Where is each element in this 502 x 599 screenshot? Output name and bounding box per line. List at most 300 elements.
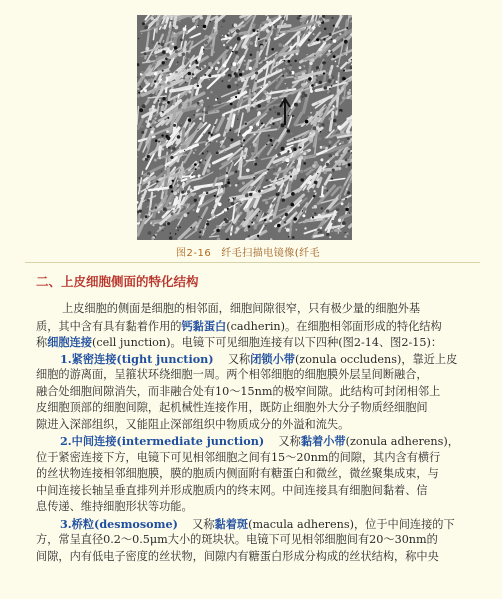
microvillus-dot xyxy=(322,213,325,216)
microvillus-dot xyxy=(335,54,337,56)
microvillus-dot xyxy=(195,149,197,151)
microvillus-dot xyxy=(237,89,239,91)
item1-line: 隙进入深部组织，又能阻止深部组织中物质成分的外溢和流失。 xyxy=(36,417,350,431)
microvillus-dot xyxy=(318,232,320,234)
microvillus-dot xyxy=(340,130,344,134)
microvillus-dot xyxy=(179,21,180,22)
microvillus-dot xyxy=(237,92,239,94)
microvillus-dot xyxy=(169,185,172,188)
microvillus-dot xyxy=(348,150,351,153)
microvillus-dot xyxy=(301,95,304,98)
microvillus-dot xyxy=(321,100,323,102)
microvillus-dot xyxy=(268,19,271,22)
microvillus-dot xyxy=(243,219,245,221)
microvillus-dot xyxy=(293,117,295,119)
microvillus-dot xyxy=(218,202,222,206)
microvillus-dot xyxy=(314,55,316,57)
microvillus-dot xyxy=(236,84,238,86)
microvillus-dot xyxy=(137,88,139,90)
microvillus-dot xyxy=(284,221,287,224)
microvillus-dot xyxy=(227,85,231,89)
microvillus-dot xyxy=(276,193,280,197)
microvillus-dot xyxy=(338,219,342,223)
microvillus-dot xyxy=(333,39,337,43)
microvillus-dot xyxy=(319,48,322,51)
microvillus-dot xyxy=(251,222,253,224)
microvillus-dot xyxy=(170,20,172,22)
microvillus-dot xyxy=(192,73,194,75)
microvillus-dot xyxy=(272,152,276,156)
microvillus-dot xyxy=(334,123,337,126)
microvillus-dot xyxy=(345,159,348,162)
microvillus-dot xyxy=(177,34,180,37)
microvillus-dot xyxy=(333,55,336,58)
microvillus-dot xyxy=(141,71,144,74)
microvillus-dot xyxy=(159,103,162,106)
microvillus-dot xyxy=(335,81,337,83)
microvillus-dot xyxy=(323,169,324,170)
microvillus-dot xyxy=(319,81,322,84)
microvillus-dot xyxy=(147,67,151,71)
microvillus-dot xyxy=(184,69,187,72)
item3-line: 间隙，内有低电子密度的丝状物，间隙内有糖蛋白形成分构成的丝状结构，称中央 xyxy=(36,549,439,563)
microvillus-dot xyxy=(329,141,332,144)
microvillus-dot xyxy=(225,220,229,224)
microvillus-dot xyxy=(174,196,176,198)
microvillus-dot xyxy=(287,129,291,133)
term-zonula-occludens: 闭锁小带 xyxy=(250,351,295,366)
microvillus-dot xyxy=(207,106,209,108)
microvillus-dot xyxy=(158,100,160,102)
microvillus-dot xyxy=(302,210,303,211)
microvillus-dot xyxy=(255,158,259,162)
microvillus-dot xyxy=(246,230,248,232)
text-run: 称 xyxy=(36,336,48,349)
microvillus-dot xyxy=(232,223,234,225)
microvillus-dot xyxy=(159,227,162,230)
item3-heading: 3.桥粒(desmosome) xyxy=(60,516,178,531)
microvillus-dot xyxy=(162,50,166,54)
microvillus-dot xyxy=(269,139,272,142)
microvillus-dot xyxy=(166,33,169,36)
microvillus-dot xyxy=(284,175,288,179)
microvillus-dot xyxy=(196,225,199,228)
term-macula-adherens: 黏着斑 xyxy=(214,516,249,531)
microvillus-dot xyxy=(273,168,275,170)
microvillus-dot xyxy=(231,21,234,24)
microvillus-dot xyxy=(151,182,152,183)
microvillus-dot xyxy=(180,131,182,133)
cilium-stroke xyxy=(239,177,253,179)
microvillus-dot xyxy=(343,70,345,72)
microvillus-dot xyxy=(333,25,335,27)
microvillus-dot xyxy=(275,111,277,113)
microvillus-dot xyxy=(240,203,241,204)
microvillus-dot xyxy=(276,62,280,66)
item2-line: 息传递、维持细胞形状等功能。 xyxy=(36,500,193,513)
microvillus-dot xyxy=(347,137,350,140)
microvillus-dot xyxy=(171,212,174,215)
microvillus-dot xyxy=(156,180,158,182)
microvillus-dot xyxy=(329,33,332,36)
microvillus-dot xyxy=(323,38,325,40)
microvillus-dot xyxy=(217,179,220,182)
cilium-stroke xyxy=(175,39,176,47)
cilia-sem-image xyxy=(137,15,352,240)
microvillus-dot xyxy=(215,95,217,97)
item1-heading: 1.紧密连接(tight junction) xyxy=(60,351,214,366)
microvillus-dot xyxy=(219,37,221,39)
microvillus-dot xyxy=(262,96,266,100)
microvillus-dot xyxy=(222,145,226,149)
microvillus-dot xyxy=(287,60,290,63)
microvillus-dot xyxy=(211,112,213,114)
microvillus-dot xyxy=(156,32,158,34)
figure-caption xyxy=(176,244,320,259)
microvillus-dot xyxy=(313,87,314,88)
microvillus-dot xyxy=(151,131,154,134)
microvillus-dot xyxy=(161,43,165,47)
microvillus-dot xyxy=(225,174,228,177)
microvillus-dot xyxy=(283,45,286,48)
microvillus-dot xyxy=(197,85,199,87)
microvillus-dot xyxy=(182,60,184,62)
microvillus-dot xyxy=(199,117,202,120)
microvillus-dot xyxy=(188,58,189,59)
microvillus-dot xyxy=(148,231,152,235)
microvillus-dot xyxy=(349,213,350,214)
microvillus-dot xyxy=(281,147,285,151)
microvillus-dot xyxy=(190,227,192,229)
microvillus-dot xyxy=(266,61,269,64)
microvillus-dot xyxy=(179,124,182,127)
microvillus-dot xyxy=(224,54,227,57)
microvillus-dot xyxy=(158,182,162,186)
microvillus-dot xyxy=(306,54,307,55)
microvillus-dot xyxy=(156,80,159,83)
microvillus-dot xyxy=(278,43,282,47)
microvillus-dot xyxy=(208,67,210,69)
microvillus-dot xyxy=(327,190,329,192)
microvillus-dot xyxy=(277,153,281,157)
microvillus-dot xyxy=(318,101,320,103)
microvillus-dot xyxy=(329,145,330,146)
microvillus-dot xyxy=(247,225,248,226)
microvillus-dot xyxy=(156,120,158,122)
microvillus-dot xyxy=(177,226,178,227)
microvillus-dot xyxy=(340,230,342,232)
microvillus-dot xyxy=(286,87,288,89)
microvillus-dot xyxy=(282,75,284,77)
microvillus-dot xyxy=(271,48,274,51)
microvillus-dot xyxy=(275,26,277,28)
microvillus-dot xyxy=(163,171,167,175)
microvillus-dot xyxy=(317,80,318,81)
item2-line: 的丝状物连接相邻细胞膜，膜的胞质内侧面附有糖蛋白和微丝，微丝聚集成束，与 xyxy=(36,467,439,480)
microvillus-dot xyxy=(188,118,192,122)
microvillus-dot xyxy=(272,202,275,205)
microvillus-dot xyxy=(347,60,349,62)
microvillus-dot xyxy=(178,181,182,185)
microvillus-dot xyxy=(180,144,182,146)
microvillus-dot xyxy=(313,173,315,175)
microvillus-dot xyxy=(273,213,276,216)
microvillus-dot xyxy=(231,160,233,162)
microvillus-dot xyxy=(264,213,267,216)
microvillus-dot xyxy=(281,17,284,20)
para1-line: 上皮细胞的侧面是细胞的相邻面，细胞间隙很窄，只有极少量的细胞外基 xyxy=(62,302,421,315)
microvillus-dot xyxy=(149,120,152,123)
microvillus-dot xyxy=(208,74,211,77)
microvillus-dot xyxy=(200,218,201,219)
microvillus-dot xyxy=(266,95,268,97)
text-run: (cadherin)。在细胞相邻面形成的特化结构 xyxy=(226,319,442,333)
text-run: (cell junction)。电镜下可见细胞连接有以下四种(图2-14、图2-15)： xyxy=(91,336,443,349)
microvillus-dot xyxy=(287,150,289,152)
microvillus-dot xyxy=(221,80,223,82)
microvillus-dot xyxy=(166,113,169,116)
microvillus-dot xyxy=(164,214,167,217)
microvillus-dot xyxy=(191,44,193,46)
microvillus-dot xyxy=(187,177,190,180)
microvillus-dot xyxy=(194,199,197,202)
microvillus-dot xyxy=(161,134,163,136)
microvillus-dot xyxy=(187,212,189,214)
microvillus-dot xyxy=(269,179,271,181)
microvillus-dot xyxy=(153,140,155,142)
microvillus-dot xyxy=(335,144,337,146)
microvillus-dot xyxy=(343,77,346,80)
microvillus-dot xyxy=(166,53,170,57)
microvillus-dot xyxy=(222,113,225,116)
microvillus-dot xyxy=(155,207,157,209)
microvillus-dot xyxy=(310,90,313,93)
microvillus-dot xyxy=(325,218,328,221)
microvillus-dot xyxy=(333,119,336,122)
microvillus-dot xyxy=(332,227,334,229)
microvillus-dot xyxy=(169,68,172,71)
microvillus-dot xyxy=(324,28,327,31)
microvillus-dot xyxy=(346,27,348,29)
microvillus-dot xyxy=(207,109,208,110)
microvillus-dot xyxy=(178,178,181,181)
microvillus-dot xyxy=(273,106,276,109)
microvillus-dot xyxy=(206,139,209,142)
microvillus-dot xyxy=(266,219,269,222)
cilium-stroke xyxy=(289,182,290,191)
microvillus-dot xyxy=(268,135,270,137)
microvillus-dot xyxy=(255,71,258,74)
microvillus-dot xyxy=(329,236,331,238)
microvillus-dot xyxy=(253,105,256,108)
microvillus-dot xyxy=(137,211,139,213)
microvillus-dot xyxy=(185,170,188,173)
microvillus-dot xyxy=(331,215,333,217)
microvillus-dot xyxy=(226,172,228,174)
microvillus-dot xyxy=(203,25,207,29)
microvillus-dot xyxy=(204,114,205,115)
microvillus-dot xyxy=(330,93,331,94)
microvillus-dot xyxy=(222,190,223,191)
microvillus-dot xyxy=(258,38,260,40)
microvillus-dot xyxy=(214,195,216,197)
microvillus-dot xyxy=(181,76,183,78)
microvillus-dot xyxy=(334,107,338,111)
microvillus-dot xyxy=(281,123,285,127)
microvillus-dot xyxy=(320,117,321,118)
microvillus-dot xyxy=(291,133,293,135)
microvillus-dot xyxy=(233,23,237,27)
microvillus-dot xyxy=(234,105,237,108)
microvillus-dot xyxy=(194,163,197,166)
microvillus-dot xyxy=(269,122,271,124)
microvillus-dot xyxy=(165,135,168,138)
micrograph-graphic xyxy=(137,15,352,240)
microvillus-dot xyxy=(235,74,238,77)
microvillus-dot xyxy=(216,229,220,233)
microvillus-dot xyxy=(317,133,319,135)
microvillus-dot xyxy=(143,84,145,86)
microvillus-dot xyxy=(203,200,204,201)
microvillus-dot xyxy=(228,137,229,138)
microvillus-dot xyxy=(209,79,210,80)
microvillus-dot xyxy=(158,49,159,50)
microvillus-dot xyxy=(322,80,324,82)
microvillus-dot xyxy=(172,43,175,46)
microvillus-dot xyxy=(321,123,324,126)
microvillus-dot xyxy=(348,82,351,85)
microvillus-dot xyxy=(265,93,267,95)
microvillus-dot xyxy=(191,78,193,80)
microvillus-dot xyxy=(318,137,322,141)
microvillus-dot xyxy=(159,157,162,160)
microvillus-dot xyxy=(329,76,332,79)
microvillus-dot xyxy=(268,74,270,76)
microvillus-dot xyxy=(146,47,150,51)
microvillus-dot xyxy=(338,75,339,76)
microvillus-dot xyxy=(155,55,157,57)
microvillus-dot xyxy=(325,106,327,108)
term-cell-junction: 细胞连接 xyxy=(47,335,92,349)
microvillus-dot xyxy=(175,233,176,234)
microvillus-dot xyxy=(209,128,211,130)
text-run: (macula adherens)，位于中间连接的下 xyxy=(248,517,455,531)
microvillus-dot xyxy=(280,56,283,59)
microvillus-dot xyxy=(198,25,199,26)
microvillus-dot xyxy=(253,143,257,147)
microvillus-dot xyxy=(262,189,263,190)
microvillus-dot xyxy=(239,73,242,76)
microvillus-dot xyxy=(144,89,147,92)
item3-line: 方，常呈直径0.2～0.5μm大小的斑块状。电镜下可见相邻细胞间有20～30nm的 xyxy=(36,533,438,546)
microvillus-dot xyxy=(171,190,173,192)
microvillus-dot xyxy=(184,213,188,217)
microvillus-dot xyxy=(151,17,154,20)
microvillus-dot xyxy=(145,215,148,218)
microvillus-dot xyxy=(214,124,216,126)
microvillus-dot xyxy=(200,16,203,19)
microvillus-dot xyxy=(235,51,238,54)
microvillus-dot xyxy=(270,107,272,109)
microvillus-dot xyxy=(314,181,318,185)
microvillus-dot xyxy=(192,83,194,85)
microvillus-dot xyxy=(336,165,338,167)
microvillus-dot xyxy=(245,194,249,198)
microvillus-dot xyxy=(308,190,310,192)
microvillus-dot xyxy=(312,126,316,130)
microvillus-dot xyxy=(137,77,138,78)
microvillus-dot xyxy=(222,226,225,229)
microvillus-dot xyxy=(163,223,166,226)
microvillus-dot xyxy=(169,236,173,240)
microvillus-dot xyxy=(331,220,334,223)
microvillus-dot xyxy=(224,184,228,188)
term-zonula-adherens: 黏着小带 xyxy=(300,434,346,448)
microvillus-dot xyxy=(177,135,181,139)
microvillus-dot xyxy=(287,127,288,128)
microvillus-dot xyxy=(167,105,170,108)
microvillus-dot xyxy=(338,26,340,28)
microvillus-dot xyxy=(258,127,260,129)
microvillus-dot xyxy=(250,146,251,147)
microvillus-dot xyxy=(329,88,331,90)
microvillus-dot xyxy=(291,226,293,228)
microvillus-dot xyxy=(253,151,254,152)
microvillus-dot xyxy=(263,61,266,64)
microvillus-dot xyxy=(172,27,173,28)
microvillus-dot xyxy=(255,80,257,82)
microvillus-dot xyxy=(295,60,297,62)
microvillus-dot xyxy=(204,74,206,76)
microvillus-dot xyxy=(346,188,348,190)
microvillus-dot xyxy=(314,89,316,91)
microvillus-dot xyxy=(326,209,329,212)
figure-number: 图2-16 xyxy=(176,248,212,259)
microvillus-dot xyxy=(148,72,151,75)
text-run: 又称 xyxy=(192,517,215,531)
microvillus-dot xyxy=(306,184,308,186)
microvillus-dot xyxy=(249,126,253,130)
microvillus-dot xyxy=(268,81,271,84)
microvillus-dot xyxy=(276,70,278,72)
microvillus-dot xyxy=(161,27,163,29)
microvillus-dot xyxy=(172,103,175,106)
microvillus-dot xyxy=(224,62,226,64)
microvillus-dot xyxy=(285,83,286,84)
microvillus-dot xyxy=(154,72,158,76)
microvillus-dot xyxy=(222,140,224,142)
microvillus-dot xyxy=(287,67,289,69)
microvillus-dot xyxy=(200,68,202,70)
microvillus-dot xyxy=(194,77,197,80)
microvillus-dot xyxy=(203,133,205,135)
microvillus-dot xyxy=(246,169,250,173)
microvillus-dot xyxy=(154,80,156,82)
microvillus-dot xyxy=(184,57,186,59)
microvillus-dot xyxy=(347,91,351,95)
microvillus-dot xyxy=(144,52,147,55)
microvillus-dot xyxy=(241,108,242,109)
microvillus-dot xyxy=(193,209,195,211)
microvillus-dot xyxy=(220,173,222,175)
microvillus-dot xyxy=(348,172,351,175)
microvillus-dot xyxy=(241,77,245,81)
microvillus-dot xyxy=(223,44,225,46)
microvillus-dot xyxy=(181,191,184,194)
microvillus-dot xyxy=(252,29,255,32)
microvillus-dot xyxy=(207,97,209,99)
microvillus-dot xyxy=(321,207,323,209)
